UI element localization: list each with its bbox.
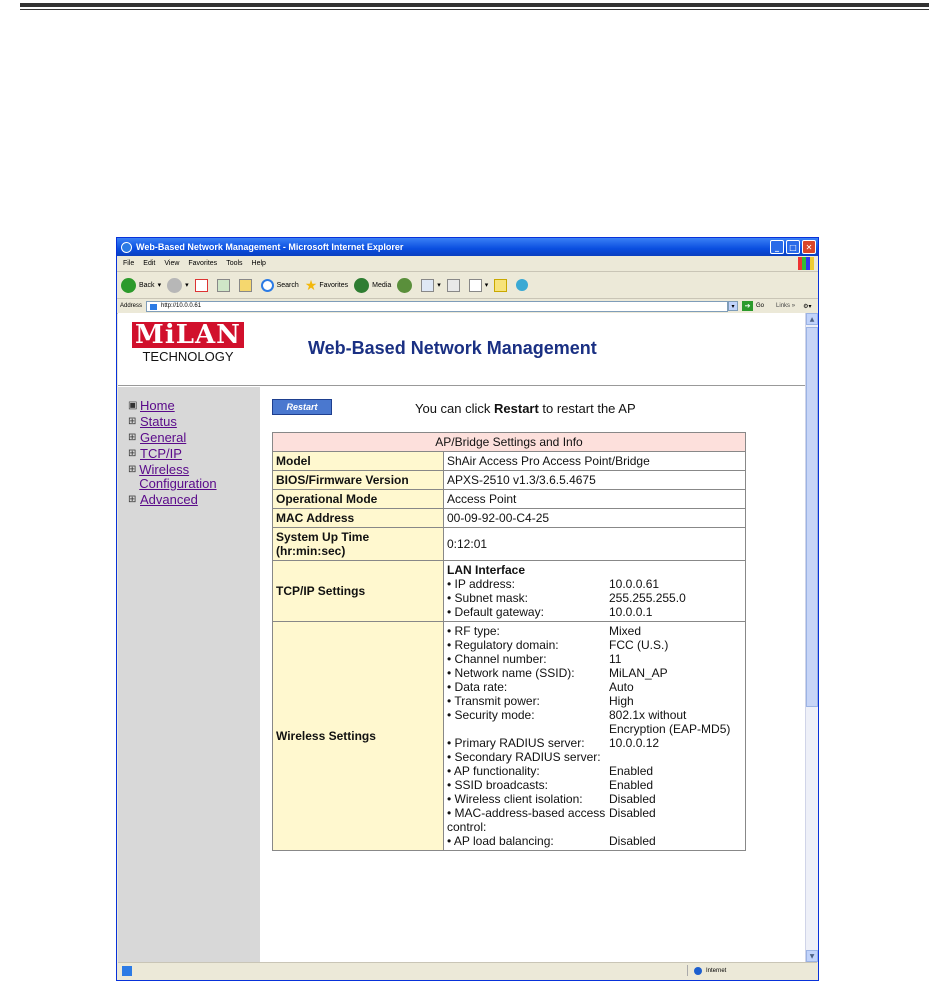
setting-value: Auto — [609, 680, 634, 694]
setting-value: 10.0.0.61 — [609, 577, 660, 591]
expand-icon: ⊞ — [128, 448, 137, 459]
table-row — [273, 490, 746, 509]
edit-dropdown-icon[interactable]: ▾ — [484, 282, 489, 289]
table-heading: AP/Bridge Settings and Info — [273, 433, 746, 452]
nav-wireless-link[interactable]: Wireless Configuration — [139, 462, 217, 491]
setting-key: • Regulatory domain: — [447, 638, 559, 652]
row-value: Access Point — [444, 490, 746, 509]
nav-wireless-configuration[interactable] — [118, 463, 260, 491]
setting-value: Disabled — [609, 806, 656, 820]
history-button[interactable] — [397, 278, 415, 293]
page-icon — [122, 966, 132, 976]
setting-key: • IP address: — [447, 577, 516, 591]
zone-label: Internet — [706, 967, 727, 974]
expand-icon: ⊞ — [128, 464, 137, 475]
back-dropdown-icon[interactable]: ▾ — [157, 282, 162, 289]
mail-button[interactable] — [421, 279, 441, 292]
setting-item — [447, 792, 742, 806]
discuss-button[interactable] — [494, 279, 510, 292]
setting-key: • Subnet mask: — [447, 591, 528, 605]
links-label: Links — [776, 303, 791, 309]
media-button[interactable] — [354, 278, 391, 293]
messenger-button[interactable] — [516, 279, 531, 291]
setting-value: 10.0.0.1 — [609, 605, 653, 619]
setting-key: • SSID broadcasts: — [447, 778, 548, 792]
setting-item — [447, 834, 742, 848]
setting-key: • Default gateway: — [447, 605, 544, 619]
nav-advanced-link[interactable]: Advanced — [140, 492, 198, 507]
setting-item — [447, 591, 742, 605]
edit-button[interactable] — [469, 279, 489, 292]
toolbar — [117, 272, 818, 299]
vertical-scrollbar[interactable] — [805, 313, 818, 962]
title-bar[interactable] — [117, 238, 818, 256]
scroll-thumb[interactable] — [806, 327, 818, 707]
address-url: http://10.0.0.61 — [161, 303, 202, 309]
refresh-button[interactable] — [217, 279, 233, 292]
page-header — [118, 313, 805, 386]
setting-value: Disabled — [609, 834, 656, 848]
setting-item — [447, 750, 742, 764]
table-row-tcpip — [273, 561, 746, 622]
setting-value: Enabled — [609, 764, 654, 778]
back-button[interactable] — [121, 278, 161, 293]
setting-item — [447, 778, 742, 792]
go-button[interactable] — [742, 301, 764, 311]
row-label: Model — [273, 452, 444, 471]
setting-key: • AP functionality: — [447, 764, 540, 778]
setting-item — [447, 806, 742, 834]
nav-general[interactable] — [118, 431, 260, 445]
tools-menu-icon[interactable]: ⚙▾ — [803, 303, 812, 310]
setting-value: FCC (U.S.) — [609, 638, 669, 652]
menu-view[interactable]: View — [164, 260, 180, 267]
setting-key: • AP load balancing: — [447, 834, 554, 848]
setting-item — [447, 652, 742, 666]
messenger-icon — [516, 279, 528, 291]
forward-button[interactable] — [167, 278, 189, 293]
close-icon[interactable]: ✕ — [802, 240, 816, 254]
wireless-label: Wireless Settings — [273, 622, 444, 851]
restart-msg-bold: Restart — [494, 401, 539, 416]
table-row-wireless — [273, 622, 746, 851]
edit-icon — [469, 279, 482, 292]
tcpip-list — [447, 577, 742, 619]
stop-icon — [195, 279, 208, 292]
expand-icon: ⊞ — [128, 432, 137, 443]
setting-value: 11 — [609, 652, 622, 666]
favorites-button[interactable] — [305, 277, 348, 294]
go-arrow-icon: ➔ — [742, 301, 753, 311]
nav-status-link[interactable]: Status — [140, 414, 177, 429]
status-bar — [118, 962, 817, 979]
tcpip-label: TCP/IP Settings — [273, 561, 444, 622]
setting-item — [447, 624, 742, 638]
setting-key: • Wireless client isolation: — [447, 792, 583, 806]
setting-item — [447, 694, 742, 708]
search-icon — [261, 279, 274, 292]
favorites-label: Favorites — [319, 281, 349, 289]
media-label: Media — [372, 281, 392, 289]
menu-bar — [117, 256, 818, 272]
nav-general-link[interactable]: General — [140, 430, 187, 445]
row-label: MAC Address — [273, 509, 444, 528]
stop-button[interactable] — [195, 279, 211, 292]
restart-message — [415, 401, 636, 416]
home-icon — [239, 279, 252, 292]
address-input[interactable] — [146, 301, 728, 312]
page-viewport — [118, 313, 805, 962]
address-dropdown-icon[interactable]: ▾ — [728, 301, 738, 311]
setting-item — [447, 680, 742, 694]
search-label: Search — [276, 281, 299, 289]
print-button[interactable] — [447, 279, 463, 292]
expand-icon: ⊞ — [128, 416, 137, 427]
setting-value: High — [609, 694, 634, 708]
favorites-star-icon: ★ — [304, 276, 318, 293]
setting-key: • Network name (SSID): — [447, 666, 575, 680]
setting-item — [447, 605, 742, 619]
expand-icon: ▣ — [128, 400, 138, 411]
globe-icon — [694, 967, 702, 975]
nav-tcpip[interactable] — [118, 447, 260, 461]
links-button[interactable]: Links » — [776, 303, 796, 309]
row-value: ShAir Access Pro Access Point/Bridge — [444, 452, 746, 471]
minimize-icon[interactable]: _ — [770, 240, 784, 254]
forward-dropdown-icon[interactable]: ▾ — [185, 282, 189, 289]
menu-favorites[interactable]: Favorites — [188, 260, 218, 267]
wireless-values — [444, 622, 746, 851]
menu-tools[interactable]: Tools — [226, 260, 243, 267]
setting-value: 10.0.0.12 — [609, 736, 660, 750]
sidebar — [118, 387, 260, 962]
setting-key: • Secondary RADIUS server: — [447, 750, 601, 764]
table-row — [273, 471, 746, 490]
table-row — [273, 509, 746, 528]
logo-subtitle: TECHNOLOGY — [142, 349, 234, 364]
setting-key: • Data rate: — [447, 680, 508, 694]
table-row — [273, 452, 746, 471]
setting-item — [447, 736, 742, 750]
nav-home-link[interactable]: Home — [140, 398, 175, 413]
setting-value: Mixed — [609, 624, 642, 638]
setting-key: • MAC-address-based access control: — [447, 806, 606, 834]
menu-file[interactable]: File — [123, 260, 135, 267]
setting-value: 255.255.255.0 — [609, 591, 686, 605]
home-button[interactable] — [239, 279, 255, 292]
back-label: Back — [139, 281, 155, 289]
nav-advanced[interactable] — [118, 493, 260, 507]
print-icon — [447, 279, 460, 292]
row-label: BIOS/Firmware Version — [273, 471, 444, 490]
restart-msg-pre: You can click — [415, 401, 495, 416]
setting-item — [447, 666, 742, 680]
setting-key: • RF type: — [447, 624, 500, 638]
page-title: Web-Based Network Management — [308, 338, 597, 358]
setting-key: • Primary RADIUS server: — [447, 736, 585, 750]
scroll-down-icon[interactable]: ▼ — [806, 950, 818, 962]
scroll-up-icon[interactable]: ▲ — [806, 313, 818, 325]
setting-value — [609, 750, 742, 764]
maximize-icon[interactable]: □ — [786, 240, 800, 254]
setting-key: • Transmit power: — [447, 694, 540, 708]
setting-key: • Channel number: — [447, 652, 547, 666]
browser-window — [116, 237, 819, 981]
setting-item — [447, 577, 742, 591]
security-zone — [687, 965, 799, 976]
address-label: Address — [120, 303, 143, 309]
tcpip-values — [444, 561, 746, 622]
row-value: APXS-2510 v1.3/3.6.5.4675 — [444, 471, 746, 490]
discuss-icon — [494, 279, 507, 292]
address-bar — [117, 299, 818, 314]
forward-arrow-icon — [167, 278, 182, 293]
restart-button[interactable]: Restart — [272, 399, 332, 415]
row-label: System Up Time (hr:min:sec) — [273, 528, 444, 561]
lan-interface-title: LAN Interface — [447, 563, 526, 577]
back-arrow-icon — [121, 278, 136, 293]
setting-value: Enabled — [609, 778, 654, 792]
wireless-list — [447, 624, 742, 848]
row-value: 00-09-92-00-C4-25 — [444, 509, 746, 528]
nav-status[interactable] — [118, 415, 260, 429]
settings-table — [272, 432, 746, 851]
nav-tcpip-link[interactable]: TCP/IP — [140, 446, 182, 461]
mail-icon — [421, 279, 434, 292]
menu-edit[interactable]: Edit — [143, 260, 156, 267]
setting-value: MiLAN_AP — [609, 666, 668, 680]
nav-home[interactable] — [118, 399, 260, 413]
history-icon — [397, 278, 412, 293]
go-label: Go — [756, 303, 765, 309]
expand-icon: ⊞ — [128, 494, 137, 505]
windows-logo-icon — [798, 257, 814, 270]
setting-item — [447, 708, 742, 736]
restart-msg-post: to restart the AP — [538, 401, 636, 416]
row-value: 0:12:01 — [444, 528, 746, 561]
setting-key: • Security mode: — [447, 708, 535, 722]
document-header-rule-thin — [20, 9, 929, 10]
setting-item — [447, 638, 742, 652]
refresh-icon — [217, 279, 230, 292]
menu-help[interactable]: Help — [251, 260, 266, 267]
media-icon — [354, 278, 369, 293]
document-header-rule — [20, 3, 929, 7]
search-button[interactable] — [261, 279, 299, 292]
window-title: Web-Based Network Management - Microsoft Internet Explorer — [136, 242, 404, 252]
setting-value: 802.1x without Encryption (EAP-MD5) — [609, 708, 731, 736]
table-row — [273, 528, 746, 561]
setting-value: Disabled — [609, 792, 656, 806]
ie-icon — [121, 242, 132, 253]
milan-logo: MiLAN — [132, 322, 244, 348]
row-label: Operational Mode — [273, 490, 444, 509]
setting-item — [447, 764, 742, 778]
mail-dropdown-icon[interactable]: ▾ — [437, 282, 441, 289]
